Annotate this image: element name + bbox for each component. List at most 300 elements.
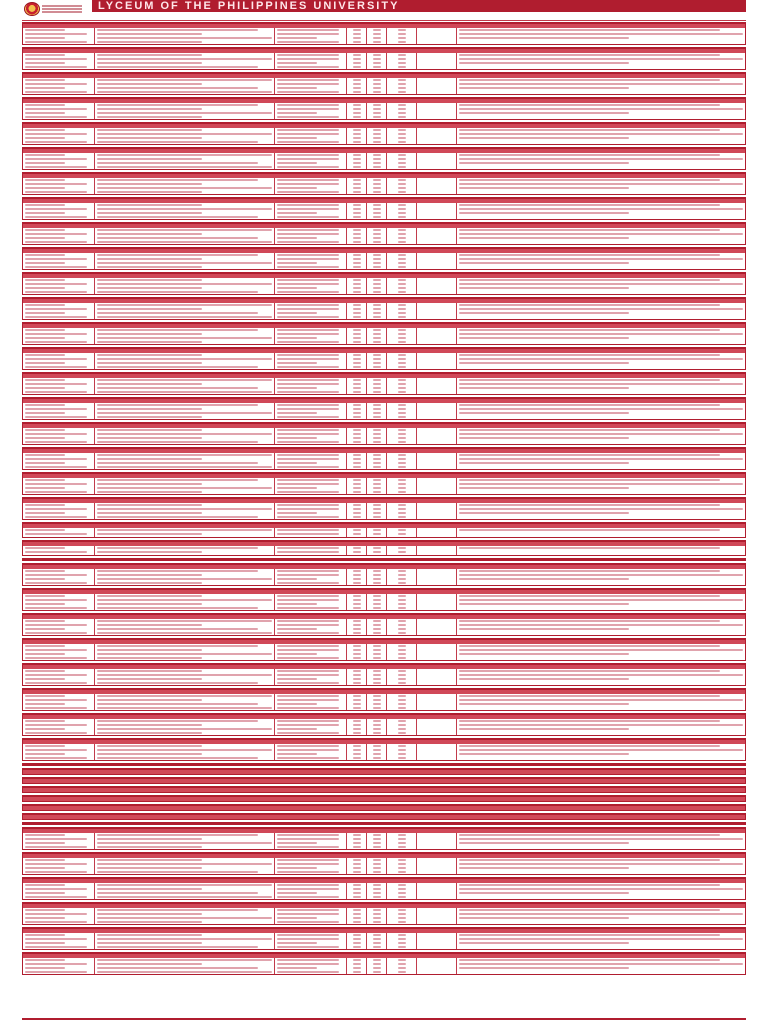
schedule-block [22, 272, 746, 295]
schedule-block [22, 813, 746, 820]
schedule-block [22, 522, 746, 538]
schedule-cell [275, 546, 347, 555]
course-code-cell [23, 546, 95, 555]
remarks-cell [457, 908, 745, 924]
course-title-cell [95, 546, 275, 555]
course-title-cell [95, 883, 275, 899]
course-code-cell [23, 594, 95, 610]
blank-cell [417, 353, 457, 369]
course-title-cell [95, 78, 275, 94]
units-cell [367, 353, 387, 369]
schedule-cell [275, 833, 347, 849]
units-cell [347, 933, 367, 949]
course-title-cell [95, 378, 275, 394]
units-cell [367, 744, 387, 760]
course-title-cell [96, 819, 276, 820]
schedule-cell [275, 178, 347, 194]
course-title-cell [95, 353, 275, 369]
block-header [23, 797, 745, 801]
units-cell [347, 228, 367, 244]
course-code-cell [23, 128, 95, 144]
block-header [23, 590, 745, 594]
document-header [22, 0, 746, 20]
course-code-cell [23, 53, 95, 69]
blank-cell [417, 744, 457, 760]
block-header [23, 74, 745, 78]
schedule-cell [277, 801, 349, 802]
block-header [23, 399, 745, 403]
units-cell [350, 792, 370, 793]
blank-cell [417, 53, 457, 69]
block-header [23, 715, 745, 719]
course-code-cell [23, 619, 95, 635]
units-cell [371, 792, 391, 793]
schedule-cell [275, 353, 347, 369]
units-cell [347, 644, 367, 660]
schedule-block [22, 372, 746, 395]
course-code-cell [23, 303, 95, 319]
units-cell [387, 253, 417, 269]
remarks-cell [457, 128, 745, 144]
schedule-cell [275, 328, 347, 344]
units-cell [367, 833, 387, 849]
units-cell [367, 619, 387, 635]
course-title-cell [95, 619, 275, 635]
remarks-cell [457, 833, 745, 849]
schedule-cell [275, 303, 347, 319]
units-cell [347, 858, 367, 874]
university-name: LYCEUM OF THE PHILIPPINES UNIVERSITY [98, 0, 400, 12]
remarks-cell [457, 958, 745, 974]
schedule-block [22, 540, 746, 556]
units-cell [350, 783, 370, 784]
units-cell [392, 774, 422, 775]
units-cell [387, 528, 417, 537]
units-cell [387, 883, 417, 899]
remarks-cell [457, 253, 745, 269]
units-cell [387, 28, 417, 44]
remarks-cell [457, 78, 745, 94]
remarks-cell [464, 774, 745, 775]
units-cell [367, 528, 387, 537]
blank-cell [417, 883, 457, 899]
units-cell [367, 203, 387, 219]
schedule-block [22, 122, 746, 145]
blank-cell [417, 278, 457, 294]
units-cell [387, 178, 417, 194]
course-code-cell [23, 792, 95, 793]
schedule-cell [275, 203, 347, 219]
course-code-cell [23, 569, 95, 585]
schedule-block [22, 322, 746, 345]
schedule-cell [275, 53, 347, 69]
schedule-cell [275, 694, 347, 710]
units-cell [387, 644, 417, 660]
units-cell [367, 403, 387, 419]
course-title-cell [96, 801, 276, 802]
blank-cell [417, 669, 457, 685]
remarks-cell [464, 810, 745, 811]
blank-cell [417, 178, 457, 194]
course-code-cell [23, 774, 95, 775]
university-seal-icon [24, 2, 40, 16]
course-code-cell [23, 353, 95, 369]
units-cell [347, 103, 367, 119]
course-code-cell [23, 833, 95, 849]
units-cell [387, 278, 417, 294]
course-code-cell [23, 78, 95, 94]
schedule-cell [275, 28, 347, 44]
course-code-cell [23, 810, 95, 811]
schedule-block [22, 927, 746, 950]
remarks-cell [457, 378, 745, 394]
units-cell [350, 819, 370, 820]
units-cell [367, 908, 387, 924]
schedule-block [22, 827, 746, 850]
units-cell [347, 908, 367, 924]
course-title-cell [95, 153, 275, 169]
blank-cell [417, 228, 457, 244]
block-header [23, 424, 745, 428]
units-cell [387, 353, 417, 369]
block-header [23, 879, 745, 883]
blank-cell [417, 958, 457, 974]
header-divider [22, 20, 746, 21]
course-title-cell [96, 774, 276, 775]
units-cell [387, 744, 417, 760]
block-header [23, 299, 745, 303]
schedule-cell [275, 594, 347, 610]
schedule-block [22, 613, 746, 636]
course-code-cell [23, 819, 95, 820]
remarks-cell [457, 53, 745, 69]
schedule-block [22, 588, 746, 611]
units-cell [387, 128, 417, 144]
blank-cell [417, 694, 457, 710]
course-title-cell [95, 453, 275, 469]
blank-cell [417, 253, 457, 269]
units-cell [387, 428, 417, 444]
course-code-cell [23, 719, 95, 735]
units-cell [367, 644, 387, 660]
units-cell [387, 328, 417, 344]
schedule-cell [275, 503, 347, 519]
schedule-cell [277, 774, 349, 775]
logo-wordmark [42, 5, 82, 13]
university-logo [22, 0, 92, 18]
course-code-cell [23, 858, 95, 874]
units-cell [387, 53, 417, 69]
units-cell [347, 28, 367, 44]
schedule-cell [275, 478, 347, 494]
course-code-cell [23, 669, 95, 685]
course-code-cell [23, 278, 95, 294]
block-header [23, 854, 745, 858]
course-code-cell [23, 478, 95, 494]
course-code-cell [23, 958, 95, 974]
units-cell [371, 774, 391, 775]
remarks-cell [457, 28, 745, 44]
units-cell [367, 278, 387, 294]
schedule-block [22, 795, 746, 802]
schedule-block [22, 397, 746, 420]
units-cell [387, 694, 417, 710]
blank-cell [417, 303, 457, 319]
units-cell [367, 453, 387, 469]
units-cell [387, 303, 417, 319]
blank-cell [423, 801, 463, 802]
units-cell [387, 503, 417, 519]
remarks-cell [457, 228, 745, 244]
course-code-cell [23, 744, 95, 760]
blank-cell [417, 28, 457, 44]
remarks-cell [457, 278, 745, 294]
course-title-cell [95, 403, 275, 419]
course-title-cell [95, 933, 275, 949]
units-cell [347, 694, 367, 710]
units-cell [387, 546, 417, 555]
remarks-cell [457, 153, 745, 169]
course-title-cell [95, 178, 275, 194]
units-cell [347, 669, 367, 685]
course-code-cell [23, 908, 95, 924]
course-code-cell [23, 428, 95, 444]
block-header [23, 779, 745, 783]
units-cell [392, 810, 422, 811]
remarks-cell [457, 103, 745, 119]
remarks-cell [457, 694, 745, 710]
blank-cell [417, 378, 457, 394]
course-title-cell [95, 28, 275, 44]
schedule-block [22, 497, 746, 520]
remarks-cell [457, 546, 745, 555]
units-cell [347, 883, 367, 899]
schedule-cell [275, 528, 347, 537]
units-cell [347, 378, 367, 394]
course-code-cell [23, 153, 95, 169]
units-cell [347, 569, 367, 585]
schedule-cell [275, 378, 347, 394]
schedule-block [22, 952, 746, 975]
units-cell [387, 958, 417, 974]
section-divider [22, 558, 746, 561]
schedule-block [22, 97, 746, 120]
block-header [23, 374, 745, 378]
block-header [23, 99, 745, 103]
units-cell [367, 153, 387, 169]
schedule-block [22, 422, 746, 445]
units-cell [371, 810, 391, 811]
section-divider [22, 822, 746, 825]
remarks-cell [457, 883, 745, 899]
blank-cell [417, 569, 457, 585]
course-title-cell [95, 569, 275, 585]
units-cell [367, 378, 387, 394]
units-cell [371, 819, 391, 820]
units-cell [367, 103, 387, 119]
schedule-cell [277, 792, 349, 793]
schedule-block [22, 877, 746, 900]
units-cell [367, 228, 387, 244]
schedule-sheet [22, 22, 746, 977]
schedule-cell [277, 819, 349, 820]
remarks-cell [457, 453, 745, 469]
blank-cell [423, 792, 463, 793]
remarks-cell [457, 858, 745, 874]
units-cell [387, 594, 417, 610]
schedule-cell [275, 228, 347, 244]
units-cell [347, 528, 367, 537]
course-code-cell [23, 801, 95, 802]
units-cell [350, 774, 370, 775]
course-code-cell [23, 453, 95, 469]
course-title-cell [95, 103, 275, 119]
units-cell [367, 883, 387, 899]
units-cell [392, 783, 422, 784]
units-cell [392, 819, 422, 820]
units-cell [387, 669, 417, 685]
block-header [23, 24, 745, 28]
schedule-cell [275, 669, 347, 685]
units-cell [347, 128, 367, 144]
block-header [23, 954, 745, 958]
course-code-cell [23, 203, 95, 219]
blank-cell [417, 619, 457, 635]
remarks-cell [457, 569, 745, 585]
footer-divider [22, 1018, 746, 1020]
units-cell [387, 933, 417, 949]
course-title-cell [95, 128, 275, 144]
schedule-block [22, 638, 746, 661]
units-cell [387, 403, 417, 419]
block-header [23, 904, 745, 908]
schedule-cell [275, 883, 347, 899]
schedule-block [22, 713, 746, 736]
units-cell [367, 858, 387, 874]
blank-cell [417, 128, 457, 144]
blank-cell [417, 503, 457, 519]
blank-cell [417, 328, 457, 344]
schedule-cell [277, 783, 349, 784]
units-cell [347, 328, 367, 344]
remarks-cell [457, 933, 745, 949]
remarks-cell [457, 203, 745, 219]
schedule-block [22, 902, 746, 925]
course-title-cell [95, 644, 275, 660]
units-cell [347, 428, 367, 444]
block-header [23, 124, 745, 128]
blank-cell [417, 833, 457, 849]
units-cell [347, 78, 367, 94]
course-code-cell [23, 783, 95, 784]
schedule-cell [275, 719, 347, 735]
schedule-block [22, 472, 746, 495]
course-title-cell [95, 528, 275, 537]
course-code-cell [23, 378, 95, 394]
blank-cell [417, 594, 457, 610]
course-title-cell [95, 594, 275, 610]
units-cell [347, 719, 367, 735]
course-code-cell [23, 694, 95, 710]
block-header [23, 249, 745, 253]
units-cell [387, 619, 417, 635]
course-title-cell [95, 503, 275, 519]
block-header [23, 449, 745, 453]
remarks-cell [457, 403, 745, 419]
block-header [23, 224, 745, 228]
units-cell [367, 128, 387, 144]
schedule-cell [275, 278, 347, 294]
schedule-cell [275, 153, 347, 169]
remarks-cell [464, 783, 745, 784]
course-title-cell [95, 958, 275, 974]
units-cell [387, 228, 417, 244]
units-cell [347, 153, 367, 169]
course-title-cell [95, 908, 275, 924]
block-header [23, 174, 745, 178]
course-title-cell [95, 744, 275, 760]
blank-cell [417, 546, 457, 555]
units-cell [387, 833, 417, 849]
schedule-cell [275, 644, 347, 660]
block-header [23, 524, 745, 528]
units-cell [347, 278, 367, 294]
units-cell [367, 569, 387, 585]
units-cell [392, 792, 422, 793]
course-title-cell [96, 783, 276, 784]
course-code-cell [23, 933, 95, 949]
schedule-cell [277, 810, 349, 811]
course-title-cell [95, 253, 275, 269]
schedule-cell [275, 933, 347, 949]
block-header [23, 640, 745, 644]
units-cell [350, 801, 370, 802]
block-header [23, 788, 745, 792]
units-cell [347, 833, 367, 849]
course-title-cell [95, 278, 275, 294]
blank-cell [417, 858, 457, 874]
remarks-cell [457, 594, 745, 610]
units-cell [367, 958, 387, 974]
schedule-block [22, 786, 746, 793]
units-cell [367, 253, 387, 269]
remarks-cell [457, 303, 745, 319]
block-header [23, 324, 745, 328]
schedule-cell [275, 253, 347, 269]
course-code-cell [23, 328, 95, 344]
units-cell [387, 453, 417, 469]
course-title-cell [95, 694, 275, 710]
units-cell [367, 78, 387, 94]
schedule-cell [275, 744, 347, 760]
units-cell [367, 503, 387, 519]
schedule-block [22, 247, 746, 270]
units-cell [387, 858, 417, 874]
blank-cell [423, 774, 463, 775]
units-cell [387, 153, 417, 169]
units-cell [347, 619, 367, 635]
schedule-block [22, 663, 746, 686]
remarks-cell [457, 328, 745, 344]
units-cell [387, 378, 417, 394]
block-header [23, 499, 745, 503]
course-title-cell [95, 203, 275, 219]
block-header [23, 829, 745, 833]
course-title-cell [95, 53, 275, 69]
remarks-cell [457, 428, 745, 444]
section-divider [22, 763, 746, 766]
remarks-cell [464, 819, 745, 820]
